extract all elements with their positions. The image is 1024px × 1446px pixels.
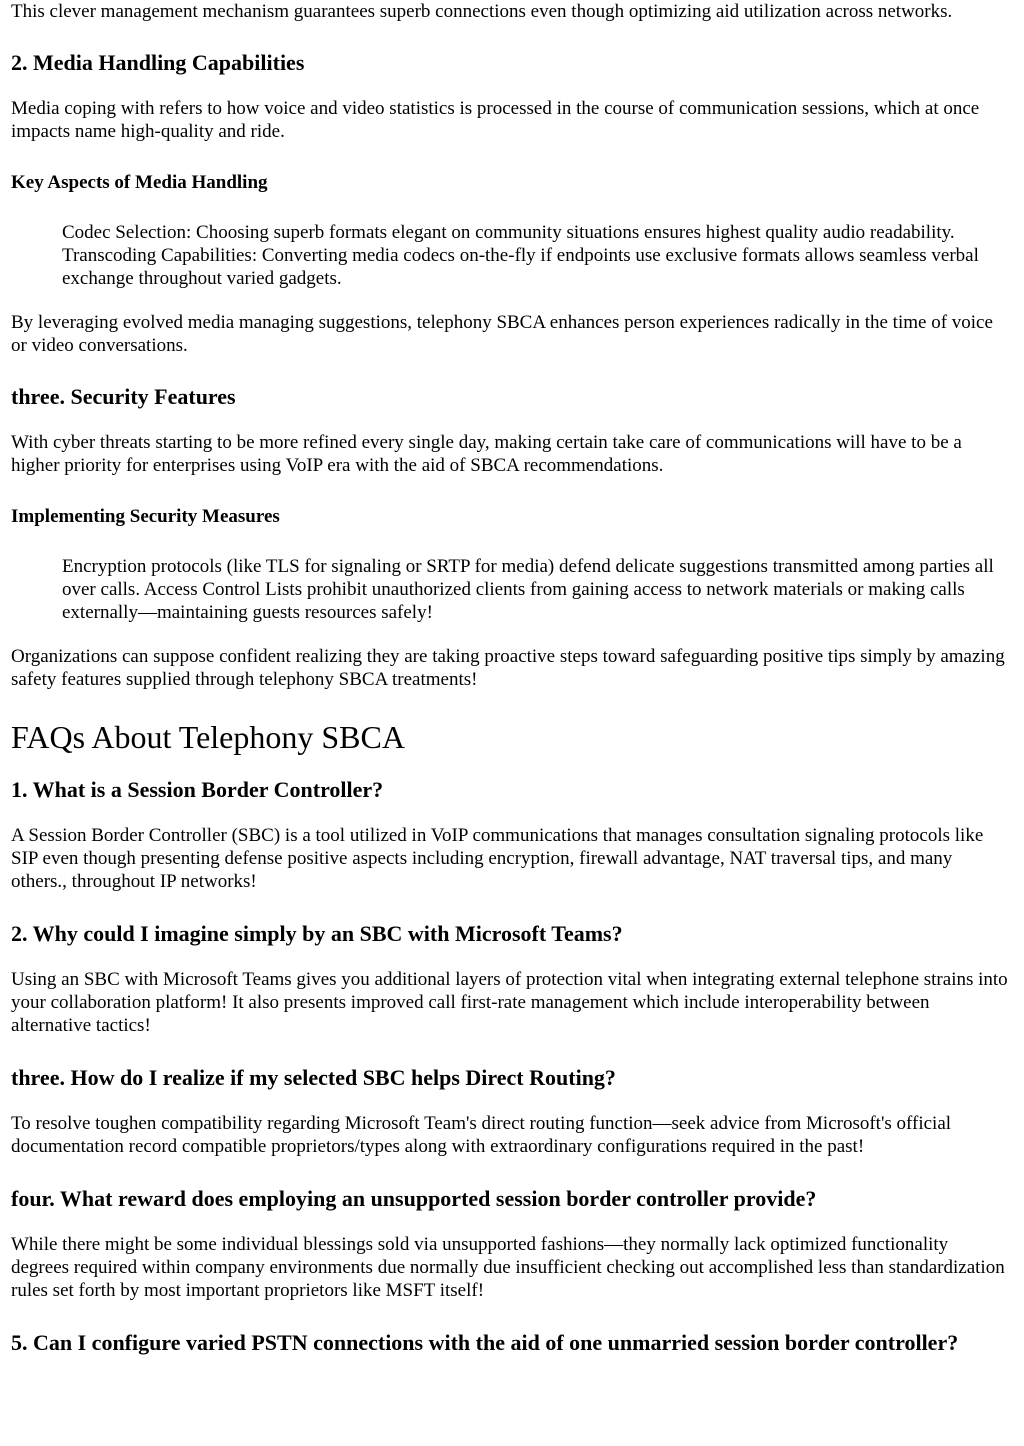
media-closing-paragraph: By leveraging evolved media managing suggestions, telephony SBCA enhances person experiences radically in the time of voice or video conversations. — [11, 312, 993, 356]
subheading-security-measures: Implementing Security Measures — [11, 506, 280, 527]
security-quote: Encryption protocols (like TLS for signaling or SRTP for media) defend delicate suggestions transmitted among parties all over calls. Access Control Lists prohibit unauthorized clients from gaining access to network materials or making calls externally—maintaining guests resources safely! — [62, 556, 994, 623]
faq-question: 1. What is a Session Border Controller? — [11, 777, 384, 802]
faq-answer: A Session Border Controller (SBC) is a tool utilized in VoIP communications that manages consultation signaling protocols like SIP even though presenting defense positive aspects including encryption, firewall advantage, NAT traversal tips, and many others., throughout IP networks! — [11, 825, 984, 892]
faq-question: 5. Can I configure varied PSTN connections with the aid of one unmarried session border controller? — [11, 1330, 959, 1355]
section-heading-media: 2. Media Handling Capabilities — [11, 50, 305, 75]
media-quote: Codec Selection: Choosing superb formats elegant on community situations ensures highest quality audio readability. Transcoding Capabilities: Converting media codecs on-the-fly if endpoints use exclusive formats allows seamless verbal exchange throughout varied gadgets. — [62, 222, 979, 289]
faq-question: three. How do I realize if my selected SBC helps Direct Routing? — [11, 1065, 616, 1090]
faq-question: 2. Why could I imagine simply by an SBC with Microsoft Teams? — [11, 921, 623, 946]
section-heading-security: three. Security Features — [11, 384, 236, 409]
intro-paragraph: This clever management mechanism guarantees superb connections even though optimizing aid utilization across networks. — [11, 1, 953, 22]
faq-answer: Using an SBC with Microsoft Teams gives you additional layers of protection vital when integrating external telephone strains into your collaboration platform! It also presents improved call first-rate management which include interoperability between alternative tactics! — [11, 969, 1008, 1036]
faq-title: FAQs About Telephony SBCA — [11, 719, 405, 755]
media-paragraph: Media coping with refers to how voice and video statistics is processed in the course of communication sessions, which at once impacts name high-quality and ride. — [11, 98, 980, 142]
security-closing-paragraph: Organizations can suppose confident realizing they are taking proactive steps toward safeguarding positive tips simply by amazing safety features supplied through telephony SBCA treatments! — [11, 646, 1005, 690]
faq-answer: While there might be some individual blessings sold via unsupported fashions—they normally lack optimized functionality degrees required within company environments due normally due insufficient checking out accomplished less than standardization rules set forth by most important proprietors like MSFT itself! — [11, 1234, 1005, 1301]
subheading-media-aspects: Key Aspects of Media Handling — [11, 172, 268, 193]
security-paragraph: With cyber threats starting to be more refined every single day, making certain take care of communications will have to be a higher priority for enterprises using VoIP era with the aid of SBCA recommendations. — [11, 432, 962, 476]
faq-answer: To resolve toughen compatibility regarding Microsoft Team's direct routing function—seek advice from Microsoft's official documentation record compatible proprietors/types along with extraordinary configurations required in the past! — [11, 1113, 952, 1157]
faq-question: four. What reward does employing an unsupported session border controller provide? — [11, 1186, 817, 1211]
